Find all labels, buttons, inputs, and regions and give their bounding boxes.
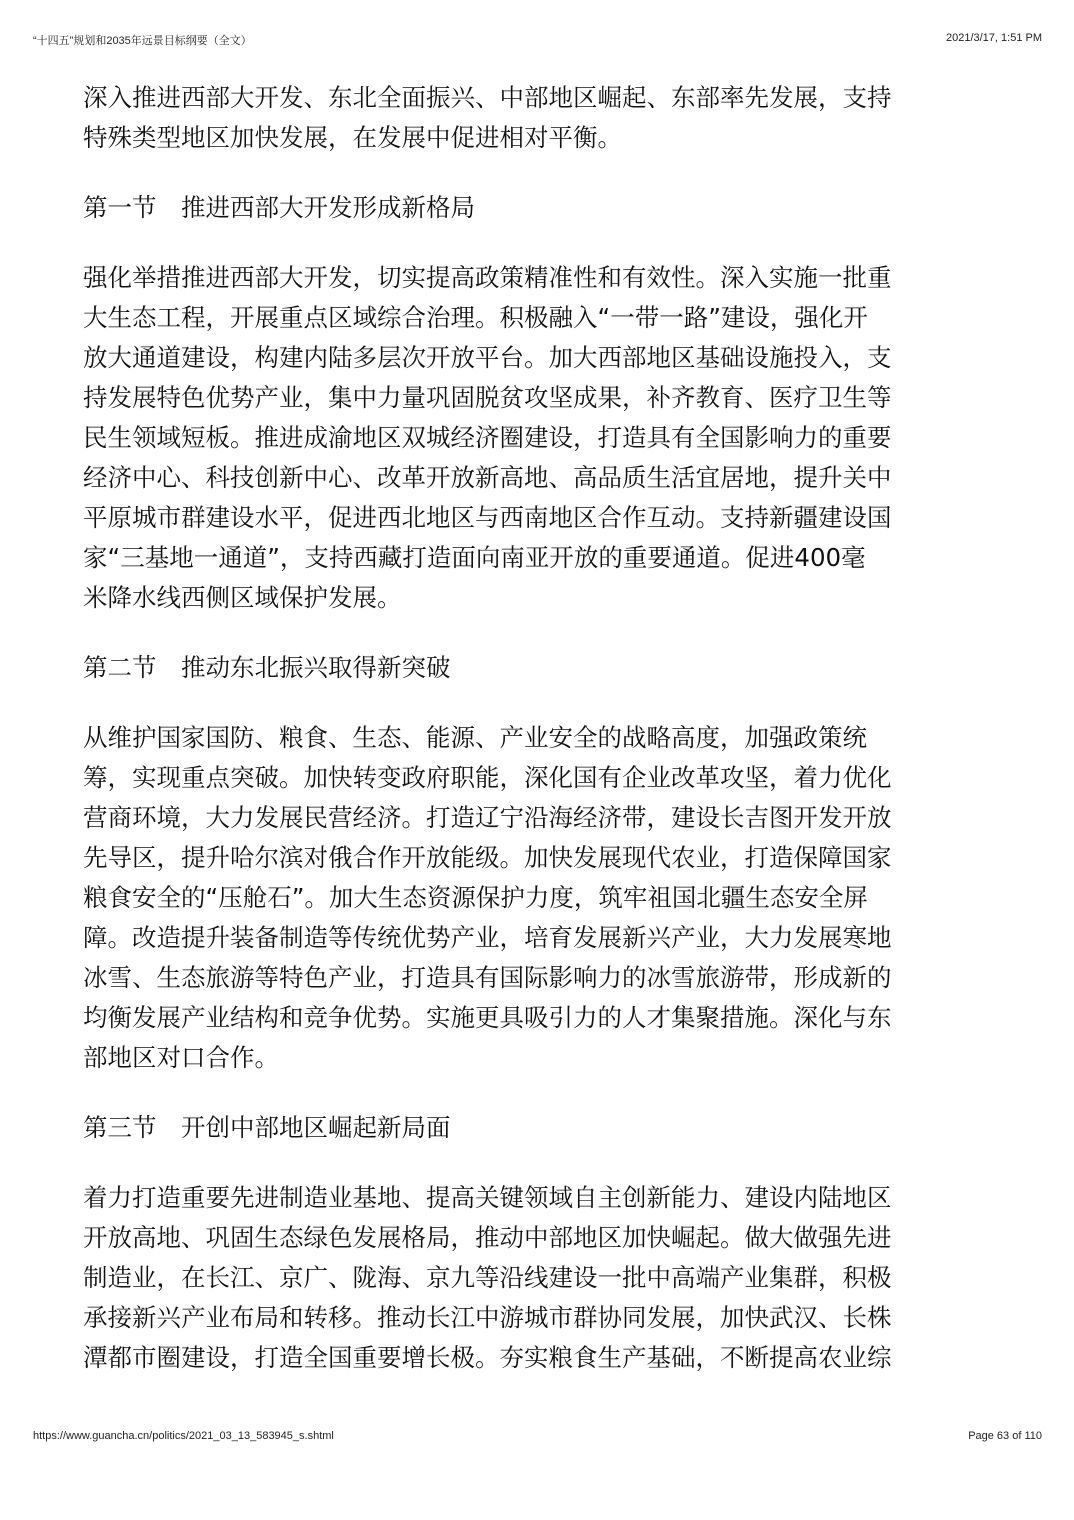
text-line: 障。改造提升装备制造等传统优势产业，培育发展新兴产业，大力发展寒地 [83,923,892,952]
section-paragraph-3 [83,1178,1003,1378]
text-line: 承接新兴产业布局和转移。推动长江中游城市群协同发展，加快武汉、长株 [83,1303,892,1332]
text-line: 均衡发展产业结构和竞争优势。实施更具吸引力的人才集聚措施。深化与东 [83,1003,892,1032]
text-line: 从维护国家国防、粮食、生态、能源、产业安全的战略高度，加强政策统 [83,723,867,752]
section-paragraph-1 [83,258,1003,618]
text-line: 深入推进西部大开发、东北全面振兴、中部地区崛起、东部率先发展，支持 [83,83,892,112]
text-line: 制造业，在长江、京广、陇海、京九等沿线建设一批中高端产业集群，积极 [83,1263,892,1292]
text-line: 持发展特色优势产业，集中力量巩固脱贫攻坚成果，补齐教育、医疗卫生等 [83,383,892,412]
text-line: 冰雪、生态旅游等特色产业，打造具有国际影响力的冰雪旅游带，形成新的 [83,963,892,992]
text-line: 开放高地、巩固生态绿色发展格局，推动中部地区加快崛起。做大做强先进 [83,1223,892,1252]
text-line: 粮食安全的“压舱石”。加大生态资源保护力度，筑牢祖国北疆生态安全屏 [83,883,868,912]
text-line: 着力打造重要先进制造业基地、提高关键领域自主创新能力、建设内陆地区 [83,1183,892,1212]
text-line: 民生领域短板。推进成渝地区双城经济圈建设，打造具有全国影响力的重要 [83,423,892,452]
section-heading-1: 第一节 推进西部大开发形成新格局 [83,193,475,222]
text-line: 部地区对口合作。 [83,1043,279,1072]
text-line: 营商环境，大力发展民营经济。打造辽宁沿海经济带，建设长吉图开发开放 [83,803,892,832]
text-line: 放大通道建设，构建内陆多层次开放平台。加大西部地区基础设施投入，支 [83,343,892,372]
text-line: 家“三基地一通道”，支持西藏打造面向南亚开放的重要通道。促进400毫 [83,543,866,572]
document-title: “十四五”规划和2035年远景目标纲要（全文） [33,35,252,47]
section-heading-3: 第三节 开创中部地区崛起新局面 [83,1113,451,1142]
text-line: 米降水线西侧区域保护发展。 [83,583,402,612]
print-datetime: 2021/3/17, 1:51 PM [945,32,1042,44]
text-line: 先导区，提升哈尔滨对俄合作开放能级。加快发展现代农业，打造保障国家 [83,843,892,872]
text-line: 平原城市群建设水平，促进西北地区与西南地区合作互动。支持新疆建设国 [83,503,892,532]
text-line: 潭都市圈建设，打造全国重要增长极。夯实粮食生产基础，不断提高农业综 [83,1343,892,1372]
text-line: 经济中心、科技创新中心、改革开放新高地、高品质生活宜居地，提升关中 [83,463,892,492]
text-line: 筹，实现重点突破。加快转变政府职能，深化国有企业改革攻坚，着力优化 [83,763,892,792]
text-line: 大生态工程，开展重点区域综合治理。积极融入“一带一路”建设，强化开 [83,303,868,332]
page-content [83,78,1003,1408]
section-paragraph-2 [83,718,1003,1078]
intro-paragraph [83,78,1003,158]
section-heading-2: 第二节 推动东北振兴取得新突破 [83,653,451,682]
page-number: Page 63 of 110 [968,1430,1042,1442]
text-line: 强化举措推进西部大开发，切实提高政策精准性和有效性。深入实施一批重 [83,263,892,292]
text-line: 特殊类型地区加快发展，在发展中促进相对平衡。 [83,123,622,152]
source-url: https://www.guancha.cn/politics/2021_03_13_583945_s.shtml [33,1430,334,1442]
